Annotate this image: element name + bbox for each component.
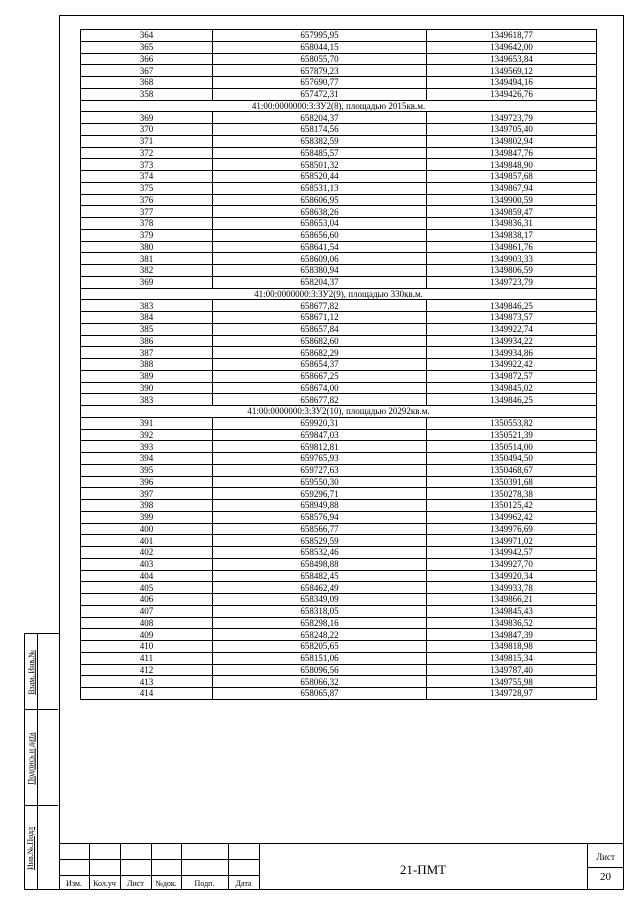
table-row: [81, 441, 597, 453]
coord-x: 659920,31: [213, 417, 427, 429]
coord-y: 1350494,50: [427, 453, 597, 465]
coord-x: 658204,37: [213, 276, 427, 288]
coord-x: 658949,88: [213, 500, 427, 512]
point-number: 373: [81, 159, 213, 171]
coord-x: 658576,94: [213, 511, 427, 523]
binding-strip: [24, 633, 59, 890]
coord-y: 1349971,02: [427, 535, 597, 547]
coord-y: 1349903,33: [427, 253, 597, 265]
coord-x: 658641,54: [213, 241, 427, 253]
table-row: [81, 206, 597, 218]
point-number: 413: [81, 676, 213, 688]
point-number: 412: [81, 664, 213, 676]
point-number: 387: [81, 347, 213, 359]
table-row: [81, 253, 597, 265]
table-row: [81, 547, 597, 559]
coord-y: 1349846,25: [427, 300, 597, 312]
section-title: 41:00:0000000:3:ЗУ2(9), площадью 330кв.м.: [81, 288, 597, 300]
table-row: [81, 312, 597, 324]
coord-y: 1349942,57: [427, 547, 597, 559]
coord-x: 658671,12: [213, 312, 427, 324]
coord-x: 658532,46: [213, 547, 427, 559]
table-row: [81, 147, 597, 159]
table-row: [81, 323, 597, 335]
coord-y: 1349494,16: [427, 77, 597, 89]
signature-date-label: Подпись и дата: [26, 731, 36, 785]
table-row: [81, 171, 597, 183]
table-row: [81, 41, 597, 53]
coord-y: 1349859,47: [427, 206, 597, 218]
coord-x: 658066,32: [213, 676, 427, 688]
coord-x: 657472,31: [213, 88, 427, 100]
table-row: [81, 265, 597, 277]
coord-y: 1349872,57: [427, 370, 597, 382]
coord-y: 1349705,40: [427, 124, 597, 136]
table-row: [81, 429, 597, 441]
coord-y: 1349927,70: [427, 558, 597, 570]
point-number: 394: [81, 453, 213, 465]
point-number: 400: [81, 523, 213, 535]
coord-y: 1349920,34: [427, 570, 597, 582]
coord-x: 657690,77: [213, 77, 427, 89]
point-number: 398: [81, 500, 213, 512]
table-row: [81, 30, 597, 42]
coord-y: 1349802,94: [427, 135, 597, 147]
coord-y: 1349866,21: [427, 594, 597, 606]
point-number: 381: [81, 253, 213, 265]
table-row: [81, 664, 597, 676]
coord-y: 1349900,59: [427, 194, 597, 206]
point-number: 372: [81, 147, 213, 159]
coord-x: 658485,57: [213, 147, 427, 159]
point-number: 380: [81, 241, 213, 253]
table-row: [81, 652, 597, 664]
coord-x: 658606,95: [213, 194, 427, 206]
point-number: 369: [81, 276, 213, 288]
section-header-row: [81, 100, 597, 112]
table-row: [81, 53, 597, 65]
coord-y: 1349723,79: [427, 112, 597, 124]
coord-y: 1350514,00: [427, 441, 597, 453]
coord-y: 1349569,12: [427, 65, 597, 77]
coord-y: 1349934,86: [427, 347, 597, 359]
coord-x: 658529,59: [213, 535, 427, 547]
table-row: [81, 500, 597, 512]
table-row: [81, 194, 597, 206]
table-row: [81, 511, 597, 523]
coord-x: 658677,82: [213, 394, 427, 406]
table-row: [81, 453, 597, 465]
coord-x: 658205,65: [213, 641, 427, 653]
coord-y: 1349787,40: [427, 664, 597, 676]
coord-x: 658657,84: [213, 323, 427, 335]
coord-x: 658682,60: [213, 335, 427, 347]
point-number: 378: [81, 218, 213, 230]
coord-x: 659847,03: [213, 429, 427, 441]
coord-y: 1349642,00: [427, 41, 597, 53]
coord-y: 1349962,42: [427, 511, 597, 523]
section-title: 41:00:0000000:3:ЗУ2(8), площадью 2015кв.м.: [81, 100, 597, 112]
point-number: 402: [81, 547, 213, 559]
coord-x: 658638,26: [213, 206, 427, 218]
coord-x: 658382,59: [213, 135, 427, 147]
coord-y: 1349922,74: [427, 323, 597, 335]
point-number: 364: [81, 30, 213, 42]
coordinates-table-body: [81, 30, 597, 700]
point-number: 358: [81, 88, 213, 100]
point-number: 404: [81, 570, 213, 582]
point-number: 403: [81, 558, 213, 570]
table-row: [81, 617, 597, 629]
coord-x: 658462,49: [213, 582, 427, 594]
point-number: 386: [81, 335, 213, 347]
coord-y: 1349861,76: [427, 241, 597, 253]
coord-y: 1350125,42: [427, 500, 597, 512]
table-row: [81, 605, 597, 617]
table-row: [81, 394, 597, 406]
coord-x: 658674,00: [213, 382, 427, 394]
table-row: [81, 347, 597, 359]
coord-y: 1349847,39: [427, 629, 597, 641]
coord-x: 658055,70: [213, 53, 427, 65]
coord-y: 1350278,38: [427, 488, 597, 500]
table-row: [81, 582, 597, 594]
table-row: [81, 570, 597, 582]
point-number: 393: [81, 441, 213, 453]
inv-no-orig-label: Инв.№.Подл: [26, 826, 36, 870]
coord-y: 1349806,59: [427, 265, 597, 277]
table-row: [81, 594, 597, 606]
table-row: [81, 276, 597, 288]
coord-x: 658520,44: [213, 171, 427, 183]
title-block-col-label: Дата: [235, 879, 252, 888]
coord-x: 658501,32: [213, 159, 427, 171]
point-number: 382: [81, 265, 213, 277]
sheet-number: 20: [600, 871, 611, 883]
point-number: 409: [81, 629, 213, 641]
table-row: [81, 77, 597, 89]
coord-x: 658667,25: [213, 370, 427, 382]
section-header-row: [81, 406, 597, 418]
sheet-label: Лист: [596, 852, 615, 862]
table-row: [81, 676, 597, 688]
point-number: 392: [81, 429, 213, 441]
coord-y: 1350391,68: [427, 476, 597, 488]
coord-x: 659765,93: [213, 453, 427, 465]
coord-x: 658044,15: [213, 41, 427, 53]
coord-y: 1349857,68: [427, 171, 597, 183]
coord-y: 1349848,90: [427, 159, 597, 171]
table-row: [81, 641, 597, 653]
coord-x: 658682,29: [213, 347, 427, 359]
coord-x: 657879,23: [213, 65, 427, 77]
point-number: 367: [81, 65, 213, 77]
table-row: [81, 476, 597, 488]
title-block-col-label: №док.: [155, 879, 177, 888]
coord-x: 658482,45: [213, 570, 427, 582]
coord-x: 658656,60: [213, 229, 427, 241]
table-row: [81, 135, 597, 147]
point-number: 414: [81, 688, 213, 700]
point-number: 390: [81, 382, 213, 394]
coord-y: 1349426,76: [427, 88, 597, 100]
coord-y: 1349836,31: [427, 218, 597, 230]
coord-x: 658566,77: [213, 523, 427, 535]
point-number: 396: [81, 476, 213, 488]
coord-y: 1349838,17: [427, 229, 597, 241]
coord-y: 1349653,84: [427, 53, 597, 65]
coord-x: 657995,95: [213, 30, 427, 42]
table-row: [81, 229, 597, 241]
table-row: [81, 65, 597, 77]
point-number: 405: [81, 582, 213, 594]
coord-y: 1349723,79: [427, 276, 597, 288]
coord-y: 1349845,43: [427, 605, 597, 617]
point-number: 408: [81, 617, 213, 629]
coord-y: 1349618,77: [427, 30, 597, 42]
point-number: 365: [81, 41, 213, 53]
point-number: 411: [81, 652, 213, 664]
point-number: 368: [81, 77, 213, 89]
table-row: [81, 464, 597, 476]
point-number: 388: [81, 359, 213, 371]
point-number: 377: [81, 206, 213, 218]
document-code: 21-ПМТ: [399, 862, 447, 877]
coord-y: 1349818,98: [427, 641, 597, 653]
coord-x: 658298,16: [213, 617, 427, 629]
coord-y: 1349934,22: [427, 335, 597, 347]
point-number: 366: [81, 53, 213, 65]
title-block: [59, 843, 624, 890]
table-row: [81, 535, 597, 547]
table-row: [81, 182, 597, 194]
coord-x: 658677,82: [213, 300, 427, 312]
table-row: [81, 417, 597, 429]
point-number: 376: [81, 194, 213, 206]
coord-y: 1349976,69: [427, 523, 597, 535]
coord-x: 658531,13: [213, 182, 427, 194]
table-row: [81, 629, 597, 641]
point-number: 379: [81, 229, 213, 241]
table-row: [81, 688, 597, 700]
coord-x: 658248,22: [213, 629, 427, 641]
coord-x: 658204,37: [213, 112, 427, 124]
table-row: [81, 488, 597, 500]
coord-y: 1349867,94: [427, 182, 597, 194]
coord-x: 658096,56: [213, 664, 427, 676]
point-number: 371: [81, 135, 213, 147]
coord-y: 1349922,42: [427, 359, 597, 371]
coord-x: 658318,05: [213, 605, 427, 617]
point-number: 370: [81, 124, 213, 136]
title-block-col-label: Подп.: [194, 879, 215, 888]
point-number: 375: [81, 182, 213, 194]
coord-x: 658151,06: [213, 652, 427, 664]
coord-x: 658609,06: [213, 253, 427, 265]
coord-x: 658174,56: [213, 124, 427, 136]
coord-y: 1350468,67: [427, 464, 597, 476]
coord-y: 1350521,39: [427, 429, 597, 441]
table-row: [81, 218, 597, 230]
coord-y: 1349846,25: [427, 394, 597, 406]
point-number: 384: [81, 312, 213, 324]
point-number: 385: [81, 323, 213, 335]
table-row: [81, 523, 597, 535]
point-number: 406: [81, 594, 213, 606]
coord-y: 1349755,98: [427, 676, 597, 688]
table-row: [81, 241, 597, 253]
coord-y: 1349873,57: [427, 312, 597, 324]
point-number: 399: [81, 511, 213, 523]
point-number: 369: [81, 112, 213, 124]
coord-y: 1349815,34: [427, 652, 597, 664]
coord-y: 1349845,02: [427, 382, 597, 394]
title-block-col-label: Изм.: [66, 879, 82, 888]
coord-y: 1349847,76: [427, 147, 597, 159]
inv-no-zam-label: Взам. Инв.№: [26, 649, 36, 695]
coord-y: 1349933,78: [427, 582, 597, 594]
coord-x: 658653,04: [213, 218, 427, 230]
coord-x: 659550,30: [213, 476, 427, 488]
coord-x: 658349,09: [213, 594, 427, 606]
table-row: [81, 300, 597, 312]
coord-y: 1349728,97: [427, 688, 597, 700]
table-row: [81, 124, 597, 136]
table-row: [81, 359, 597, 371]
coord-y: 1349836,52: [427, 617, 597, 629]
coord-x: 659812,81: [213, 441, 427, 453]
table-row: [81, 88, 597, 100]
coord-x: 658654,37: [213, 359, 427, 371]
coord-x: 658380,94: [213, 265, 427, 277]
section-header-row: [81, 288, 597, 300]
point-number: 407: [81, 605, 213, 617]
coord-x: 659727,63: [213, 464, 427, 476]
coordinates-table: [80, 29, 597, 700]
coord-y: 1350553,82: [427, 417, 597, 429]
point-number: 374: [81, 171, 213, 183]
coord-x: 658065,87: [213, 688, 427, 700]
point-number: 410: [81, 641, 213, 653]
table-row: [81, 382, 597, 394]
point-number: 389: [81, 370, 213, 382]
table-row: [81, 159, 597, 171]
coord-x: 659296,71: [213, 488, 427, 500]
coord-x: 658498,88: [213, 558, 427, 570]
point-number: 397: [81, 488, 213, 500]
table-row: [81, 558, 597, 570]
title-block-col-label: Кол.уч: [93, 879, 116, 888]
table-row: [81, 370, 597, 382]
title-block-col-label: Лист: [127, 879, 144, 888]
point-number: 395: [81, 464, 213, 476]
table-row: [81, 112, 597, 124]
point-number: 391: [81, 417, 213, 429]
point-number: 383: [81, 300, 213, 312]
point-number: 383: [81, 394, 213, 406]
table-row: [81, 335, 597, 347]
point-number: 401: [81, 535, 213, 547]
section-title: 41:00:0000000:3:ЗУ2(10), площадью 20292кв.м.: [81, 406, 597, 418]
